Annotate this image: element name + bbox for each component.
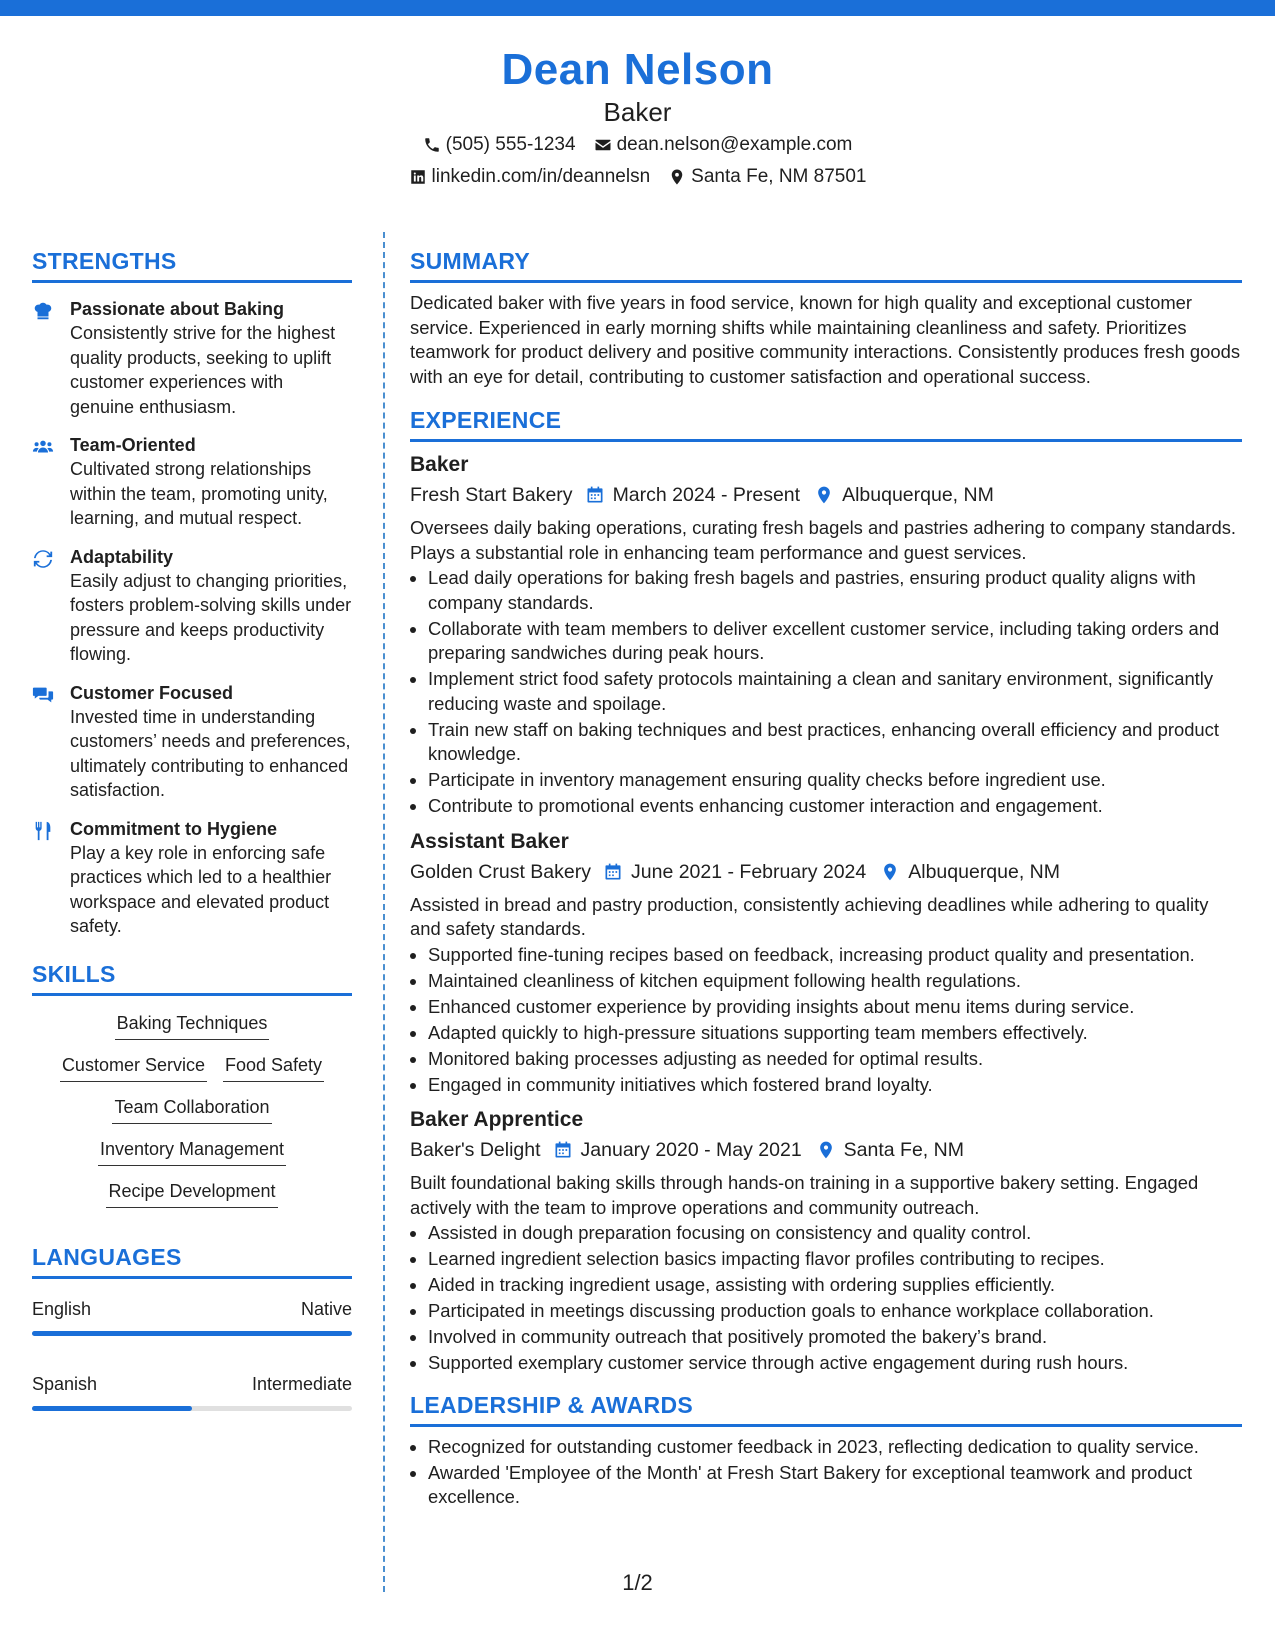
linkedin-icon bbox=[409, 168, 427, 186]
linkedin-text[interactable]: linkedin.com/in/deannelsn bbox=[431, 166, 651, 187]
skills-heading: SKILLS bbox=[32, 959, 352, 996]
job-meta bbox=[410, 1135, 1242, 1165]
calendar-icon bbox=[603, 862, 623, 882]
job-bullet: • Adapted quickly to high-pressure situations supporting team members effectively. bbox=[428, 1021, 1242, 1046]
job-bullet: • Aided in tracking ingredient usage, assisting with ordering supplies efficiently. bbox=[428, 1273, 1242, 1298]
skill-tag: Team Collaboration bbox=[112, 1094, 271, 1124]
proficiency-fill bbox=[32, 1406, 192, 1411]
contact-row-1 bbox=[0, 130, 1275, 160]
job-location: Santa Fe, NM bbox=[843, 1139, 964, 1161]
language-level: Intermediate bbox=[251, 1373, 352, 1394]
job-dates: March 2024 - Present bbox=[612, 484, 801, 506]
skill-tag: Inventory Management bbox=[98, 1136, 286, 1166]
job-meta bbox=[410, 857, 1242, 887]
summary-text: Dedicated baker with five years in food service, known for high quality and exceptional customer service. Experienced in early morning shifts while maintaining cleanliness and safety. Prioritizes teamwork for product delivery and positive community interactions. Consistently produces fresh goods with an eye for detail, contributing to customer satisfaction and operational success. bbox=[410, 292, 1241, 387]
language-name: Spanish bbox=[32, 1373, 98, 1394]
utensils-icon bbox=[32, 820, 54, 842]
language-name: English bbox=[32, 1298, 92, 1319]
email-text[interactable]: dean.nelson@example.com bbox=[616, 134, 853, 155]
left-column bbox=[32, 246, 352, 1411]
skill-tag: Customer Service bbox=[60, 1052, 207, 1082]
job-bullet: • Supported fine-tuning recipes based on feedback, increasing product quality and presentation. bbox=[428, 943, 1242, 968]
candidate-name: Dean Nelson bbox=[501, 45, 774, 94]
job-bullet: • Implement strict food safety protocols maintaining a clean and sanitary environment, significantly reducing waste and spoilage. bbox=[428, 667, 1242, 716]
job-bullet: • Participate in inventory management ensuring quality checks before ingredient use. bbox=[428, 768, 1242, 793]
job-bullets bbox=[410, 943, 1242, 1098]
job-bullet: • Enhanced customer experience by providing insights about menu items during service. bbox=[428, 995, 1242, 1020]
proficiency-bar bbox=[32, 1331, 352, 1336]
phone-text: (505) 555-1234 bbox=[445, 134, 576, 155]
job-bullet: • Collaborate with team members to deliver excellent customer service, including taking orders and preparing sandwiches during peak hours. bbox=[428, 617, 1242, 666]
job-bullet: • Participated in meetings discussing production goals to enhance workplace collaboration. bbox=[428, 1299, 1242, 1324]
map-pin-icon bbox=[816, 1140, 836, 1160]
award-bullet: • Recognized for outstanding customer feedback in 2023, reflecting dedication to quality service. bbox=[428, 1435, 1242, 1460]
job-bullet: • Maintained cleanliness of kitchen equipment following health regulations. bbox=[428, 969, 1242, 994]
skill-tag: Baking Techniques bbox=[115, 1010, 270, 1040]
job-title: Baker Apprentice bbox=[410, 1108, 584, 1131]
job-bullet: • Supported exemplary customer service through active engagement during rush hours. bbox=[428, 1351, 1242, 1376]
map-pin-icon bbox=[814, 485, 834, 505]
sync-icon bbox=[32, 548, 54, 570]
chef-hat-icon bbox=[32, 300, 54, 322]
calendar-icon bbox=[585, 485, 605, 505]
job-bullet: • Lead daily operations for baking fresh bagels and pastries, ensuring product quality aligns with company standards. bbox=[428, 566, 1242, 615]
strength-item bbox=[32, 817, 352, 939]
summary-heading: SUMMARY bbox=[410, 246, 1242, 283]
strength-item bbox=[32, 681, 352, 803]
email-contact[interactable] bbox=[594, 130, 853, 160]
job-entry bbox=[410, 827, 1242, 1098]
job-dates: January 2020 - May 2021 bbox=[580, 1139, 802, 1161]
column-divider bbox=[383, 232, 385, 1592]
job-bullet: • Assisted in dough preparation focusing on consistency and quality control. bbox=[428, 1221, 1242, 1246]
strength-item bbox=[32, 433, 352, 531]
location-contact bbox=[668, 162, 866, 192]
strength-title: Team-Oriented bbox=[70, 435, 196, 455]
right-column bbox=[410, 246, 1242, 1511]
strengths-heading: STRENGTHS bbox=[32, 246, 352, 283]
strength-title: Commitment to Hygiene bbox=[70, 818, 278, 839]
strength-desc: Easily adjust to changing priorities, fosters problem-solving skills under pressure and keeps productivity flowing. bbox=[70, 570, 352, 664]
job-bullet: • Learned ingredient selection basics impacting flavor profiles contributing to recipes. bbox=[428, 1247, 1242, 1272]
language-item bbox=[32, 1297, 352, 1336]
job-title: Assistant Baker bbox=[410, 829, 569, 853]
language-level: Native bbox=[300, 1298, 352, 1319]
comments-icon bbox=[32, 684, 54, 706]
job-bullet: • Train new staff on baking techniques and best practices, enhancing overall efficiency and product knowledge. bbox=[428, 718, 1242, 767]
job-entry bbox=[410, 1105, 1242, 1376]
job-description: Oversees daily baking operations, curating fresh bagels and pastries adhering to company standards. Plays a substantial role in enhancing team performance and guest services. bbox=[410, 517, 1237, 563]
linkedin-contact[interactable] bbox=[409, 162, 651, 192]
map-pin-icon bbox=[880, 862, 900, 882]
job-meta bbox=[410, 480, 1242, 510]
candidate-title: Baker bbox=[603, 97, 672, 127]
job-bullet: • Involved in community outreach that positively promoted the bakery’s brand. bbox=[428, 1325, 1242, 1350]
skill-tag: Recipe Development bbox=[106, 1178, 277, 1208]
company-name: Fresh Start Bakery bbox=[410, 484, 573, 506]
proficiency-fill bbox=[32, 1331, 352, 1336]
awards-heading: LEADERSHIP & AWARDS bbox=[410, 1390, 1242, 1427]
job-description: Built foundational baking skills through hands-on training in a supportive bakery setting. Engaged actively with the team to improve operations and community outreach. bbox=[410, 1172, 1199, 1218]
company-name: Golden Crust Bakery bbox=[410, 860, 591, 883]
award-bullet: • Awarded 'Employee of the Month' at Fresh Start Bakery for exceptional teamwork and product excellence. bbox=[428, 1461, 1242, 1510]
strength-desc: Invested time in understanding customers’ needs and preferences, ultimately contributing to enhanced satisfaction. bbox=[70, 706, 351, 800]
languages-heading: LANGUAGES bbox=[32, 1242, 352, 1279]
job-entry bbox=[410, 450, 1242, 819]
job-bullets bbox=[410, 1221, 1242, 1376]
skill-tag: Food Safety bbox=[223, 1052, 324, 1082]
experience-heading: EXPERIENCE bbox=[410, 405, 1242, 442]
strength-title: Passionate about Baking bbox=[70, 299, 285, 319]
job-bullet: • Contribute to promotional events enhancing customer interaction and engagement. bbox=[428, 794, 1242, 819]
strength-title: Adaptability bbox=[70, 546, 174, 567]
strength-desc: Cultivated strong relationships within the team, promoting unity, learning, and mutual respect. bbox=[70, 459, 328, 528]
proficiency-bar bbox=[32, 1406, 352, 1411]
resume-header bbox=[0, 44, 1275, 192]
phone-contact bbox=[423, 130, 576, 160]
awards-list bbox=[410, 1435, 1242, 1510]
job-dates: June 2021 - February 2024 bbox=[631, 860, 867, 883]
job-bullet: • Engaged in community initiatives which fostered brand loyalty. bbox=[428, 1073, 1242, 1098]
job-location: Albuquerque, NM bbox=[908, 860, 1061, 883]
job-bullet: • Monitored baking processes adjusting as needed for optimal results. bbox=[428, 1047, 1242, 1072]
strength-desc: Play a key role in enforcing safe practices which led to a healthier workspace and elevated product safety. bbox=[70, 842, 332, 936]
company-name: Baker's Delight bbox=[410, 1139, 541, 1161]
experience-list bbox=[410, 450, 1242, 1376]
skills-list bbox=[32, 1010, 352, 1208]
job-bullets bbox=[410, 566, 1242, 819]
map-pin-icon bbox=[668, 168, 686, 186]
top-accent-bar bbox=[0, 0, 1275, 16]
strength-item bbox=[32, 297, 352, 419]
phone-icon bbox=[423, 136, 441, 154]
job-title: Baker bbox=[410, 453, 469, 476]
calendar-icon bbox=[553, 1140, 573, 1160]
job-description: Assisted in bread and pastry production, consistently achieving deadlines while adhering to quality and safety standards. bbox=[410, 893, 1209, 939]
page-number: 1/2 bbox=[622, 1570, 653, 1595]
language-item bbox=[32, 1372, 352, 1411]
strength-desc: Consistently strive for the highest quality products, seeking to uplift customer experiences with genuine enthusiasm. bbox=[70, 323, 336, 417]
users-icon bbox=[32, 436, 54, 458]
contact-row-2 bbox=[0, 162, 1275, 192]
location-text: Santa Fe, NM 87501 bbox=[691, 166, 867, 187]
job-location: Albuquerque, NM bbox=[842, 484, 994, 506]
strength-title: Customer Focused bbox=[70, 682, 234, 703]
envelope-icon bbox=[594, 136, 612, 154]
strength-item bbox=[32, 545, 352, 667]
